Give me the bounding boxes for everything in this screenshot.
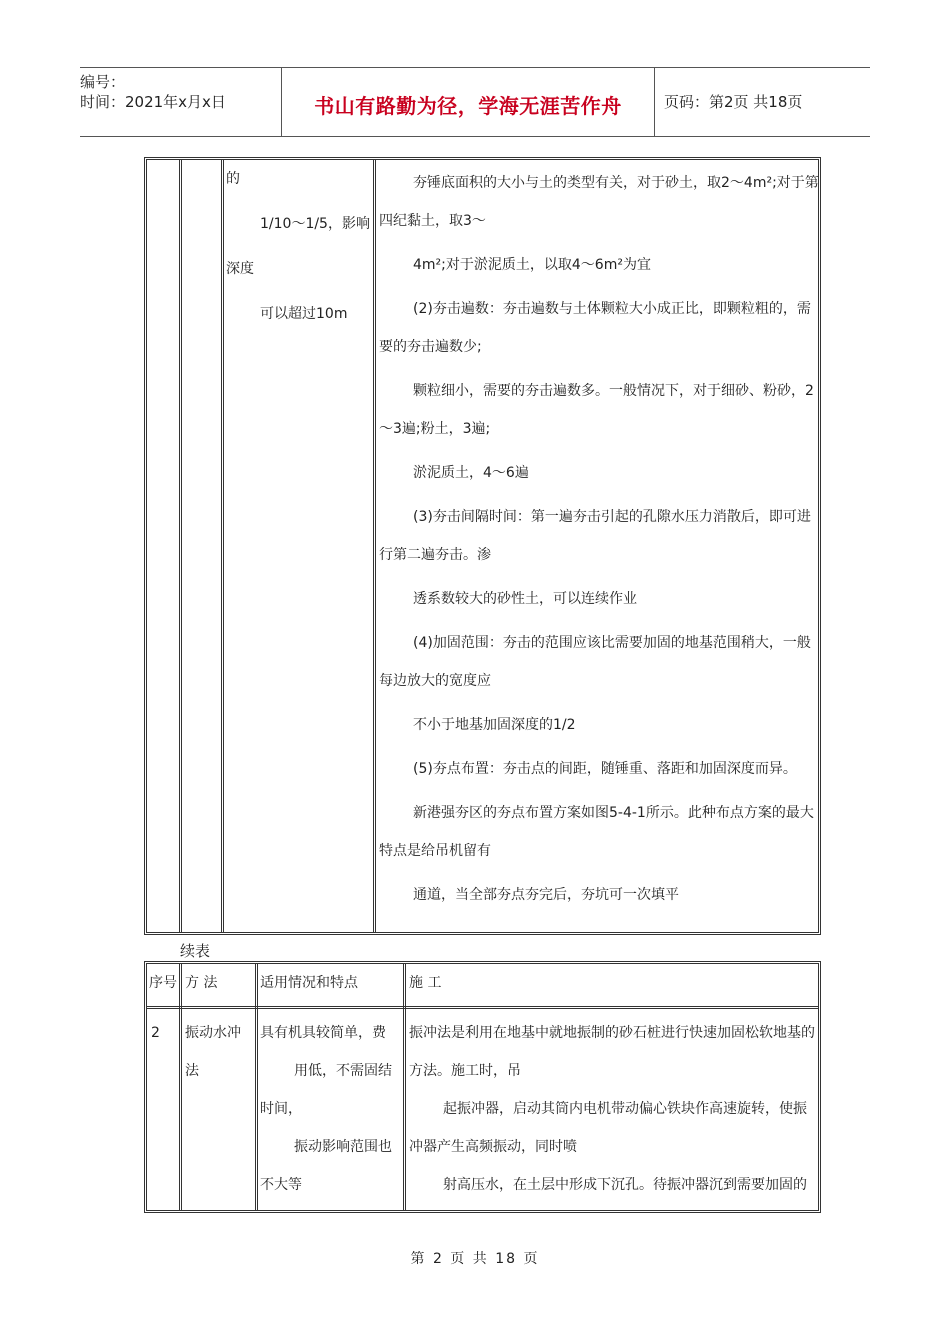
features-line: 时间， (260, 1101, 302, 1117)
construction-paragraph: 通道，当全部夯点夯完后，夯坑可一次填平 (413, 887, 679, 903)
features-line: 的 (226, 171, 240, 187)
construction-paragraph: (2)夯击遍数：夯击遍数与土体颗粒大小成正比，即颗粒粗的，需要的夯击遍数少; (379, 301, 811, 355)
construction-paragraph: 颗粒细小，需要的夯击遍数多。一般情况下，对于细砂、粉砂，2～3遍;粉土，3遍; (379, 383, 814, 437)
continuation-table (144, 157, 821, 935)
column-header-no: 序号 (149, 975, 177, 991)
construction-paragraph: 不小于地基加固深度的1/2 (413, 717, 576, 733)
construction-paragraph: (4)加固范围：夯击的范围应该比需要加固的地基范围稍大，一般每边放大的宽度应 (379, 635, 811, 689)
construction-paragraph: 4m²;对于淤泥质土，以取4～6m²为宜 (413, 257, 651, 273)
features-line: 不大等 (260, 1177, 302, 1193)
page-header (80, 67, 870, 137)
construction-paragraph: 夯锤底面积的大小与土的类型有关，对于砂土，取2～4m²;对于第四纪黏土，取3～ (379, 175, 819, 229)
construction-paragraph: 新港强夯区的夯点布置方案如图5-4-1所示。此种布点方案的最大特点是给吊机留有 (379, 805, 814, 859)
table-divider (255, 964, 258, 1210)
construction-paragraph: (3)夯击间隔时间：第一遍夯击引起的孔隙水压力消散后，即可进行第二遍夯击。渗 (379, 509, 811, 563)
page-footer: 第 2 页 共 18 页 (410, 1251, 540, 1267)
construction-paragraph: 透系数较大的砂性土，可以连续作业 (413, 591, 637, 607)
header-motto: 书山有路勤为径，学海无涯苦作舟 (314, 94, 622, 118)
document-time-label: 时间：2021年x月x日 (80, 93, 226, 111)
table-divider (221, 160, 224, 932)
methods-table (144, 961, 821, 1213)
method-line: 振动水冲 (185, 1025, 241, 1041)
construction-paragraph: 振冲法是利用在地基中就地振制的砂石桩进行快速加固松软地基的方法。施工时，吊 (409, 1025, 815, 1079)
features-line: 可以超过10m (260, 306, 348, 322)
row-number: 2 (151, 1025, 160, 1041)
header-row-divider (147, 1006, 818, 1009)
features-line: 具有机具较简单，费 (260, 1025, 386, 1041)
header-page-code: 页码：第2页 共18页 (664, 93, 803, 111)
table-divider (179, 160, 182, 932)
column-header-construction: 施 工 (409, 975, 442, 991)
table-divider (403, 964, 406, 1210)
construction-cell (379, 164, 819, 920)
construction-cell (409, 1014, 819, 1204)
column-header-features: 适用情况和特点 (260, 975, 358, 991)
table-caption: 续表 (180, 942, 211, 960)
features-line: 用低，不需固结 (294, 1063, 392, 1079)
construction-paragraph: 射高压水，在土层中形成下沉孔。待振冲器沉到需要加固的 (443, 1177, 807, 1193)
column-header-method: 方 法 (185, 975, 218, 991)
construction-paragraph: 淤泥质土，4～6遍 (413, 465, 529, 481)
features-cell (226, 160, 376, 340)
features-line: 深度 (226, 261, 254, 277)
document-number-label: 编号： (80, 73, 126, 91)
features-line: 1/10～1/5，影响 (260, 216, 370, 232)
method-cell (185, 1014, 251, 1090)
table-divider (179, 964, 182, 1210)
header-motto-cell (281, 68, 655, 136)
construction-paragraph: 起振冲器，启动其筒内电机带动偏心铁块作高速旋转，使振冲器产生高频振动，同时喷 (409, 1101, 807, 1155)
method-line: 法 (185, 1063, 199, 1079)
features-cell (260, 1014, 400, 1204)
features-line: 振动影响范围也 (294, 1139, 392, 1155)
header-meta (80, 68, 280, 136)
construction-paragraph: (5)夯点布置：夯击点的间距，随锤重、落距和加固深度而异。 (413, 761, 797, 777)
